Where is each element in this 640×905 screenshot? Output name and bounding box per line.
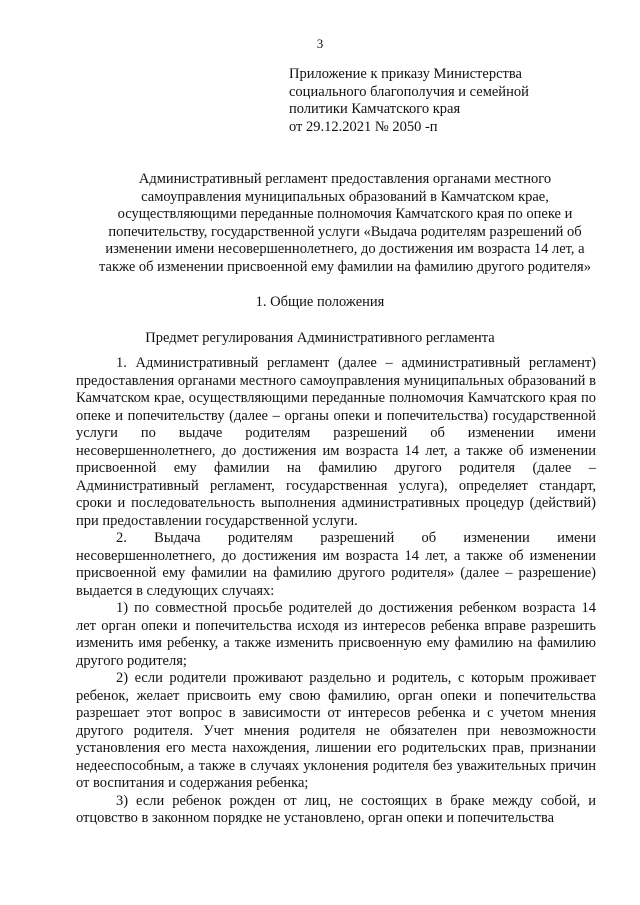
appendix-line: Приложение к приказу Министерства [289, 66, 522, 82]
section-subheading: Предмет регулирования Административного регламента [145, 330, 495, 346]
title-line: самоуправления муниципальных образований в Камчатском крае, [141, 188, 549, 205]
title-line: Административный регламент предоставления органами местного [138, 171, 552, 187]
paragraph: 1) по совместной просьбе родителей до достижения ребенком возраста 14 лет орган опеки и попечительства исходя из интересов ребенка вправе разрешить изменить имя ребенку, а также изменить присвоенную ему фамилию на фамилию другого родителя; [76, 600, 596, 669]
paragraph: 3) если ребенок рожден от лиц, не состоящих в браке между собой, и отцовство в законном порядке не установлено, орган опеки и попечительства [76, 792, 596, 826]
document-title [50, 171, 640, 276]
appendix-line: от 29.12.2021 № 2050 -п [289, 118, 438, 135]
title-line: изменении имени несовершеннолетнего, до достижения им возраста 14 лет, а [105, 241, 585, 257]
paragraph: 2. Выдача родителям разрешений об изменении имени несовершеннолетнего, до достижения им возраста 14 лет, а также об изменении присвоенной ему фамилии на фамилию другого родителя» (далее – разрешение) выдается в следующих случаях: [76, 530, 596, 599]
document-body [76, 355, 596, 828]
title-line: попечительству, государственной услуги «Выдача родителям разрешений об [108, 223, 582, 240]
appendix-line: политики Камчатского края [289, 101, 461, 117]
paragraph: 1. Административный регламент (далее – административный регламент) предоставления органами местного самоуправления муниципальных образований в Камчатском крае, осуществляющими переданные полномочия Камчатского края по опеке и попечительству (далее – органы опеки и попечительства) государственной услуги по выдаче родителям разрешений об изменении имени несовершеннолетнего, до достижения им возраста 14 лет, а также об изменении присвоенной ему фамилии на фамилию другого родителя (далее – Административный регламент, государственная услуга), определяет стандарт, сроки и последовательность выполнения административных процедур (действий) при предоставлении государственной услуги. [76, 355, 596, 529]
title-line: также об изменении присвоенной ему фамилии на фамилию другого родителя» [99, 258, 591, 275]
section-heading: 1. Общие положения [255, 294, 385, 310]
appendix-line: социального благополучия и семейной [289, 83, 529, 100]
appendix-note [289, 66, 589, 136]
paragraph: 2) если родители проживают раздельно и родитель, с которым проживает ребенок, желает присвоить ему свою фамилию, орган опеки и попечительства разрешает этот вопрос в зависимости от интересов ребенка и с учетом мнения другого родителя. Учет мнения родителя не обязателен при невозможности установления его места нахождения, лишении его родительских прав, признании недееспособным, а также в случаях уклонения родителя без уважительных причин от воспитания и содержания ребенка; [76, 670, 596, 791]
page-number: 3 [316, 36, 324, 51]
title-line: осуществляющими переданные полномочия Камчатского края по опеке и [117, 206, 573, 222]
